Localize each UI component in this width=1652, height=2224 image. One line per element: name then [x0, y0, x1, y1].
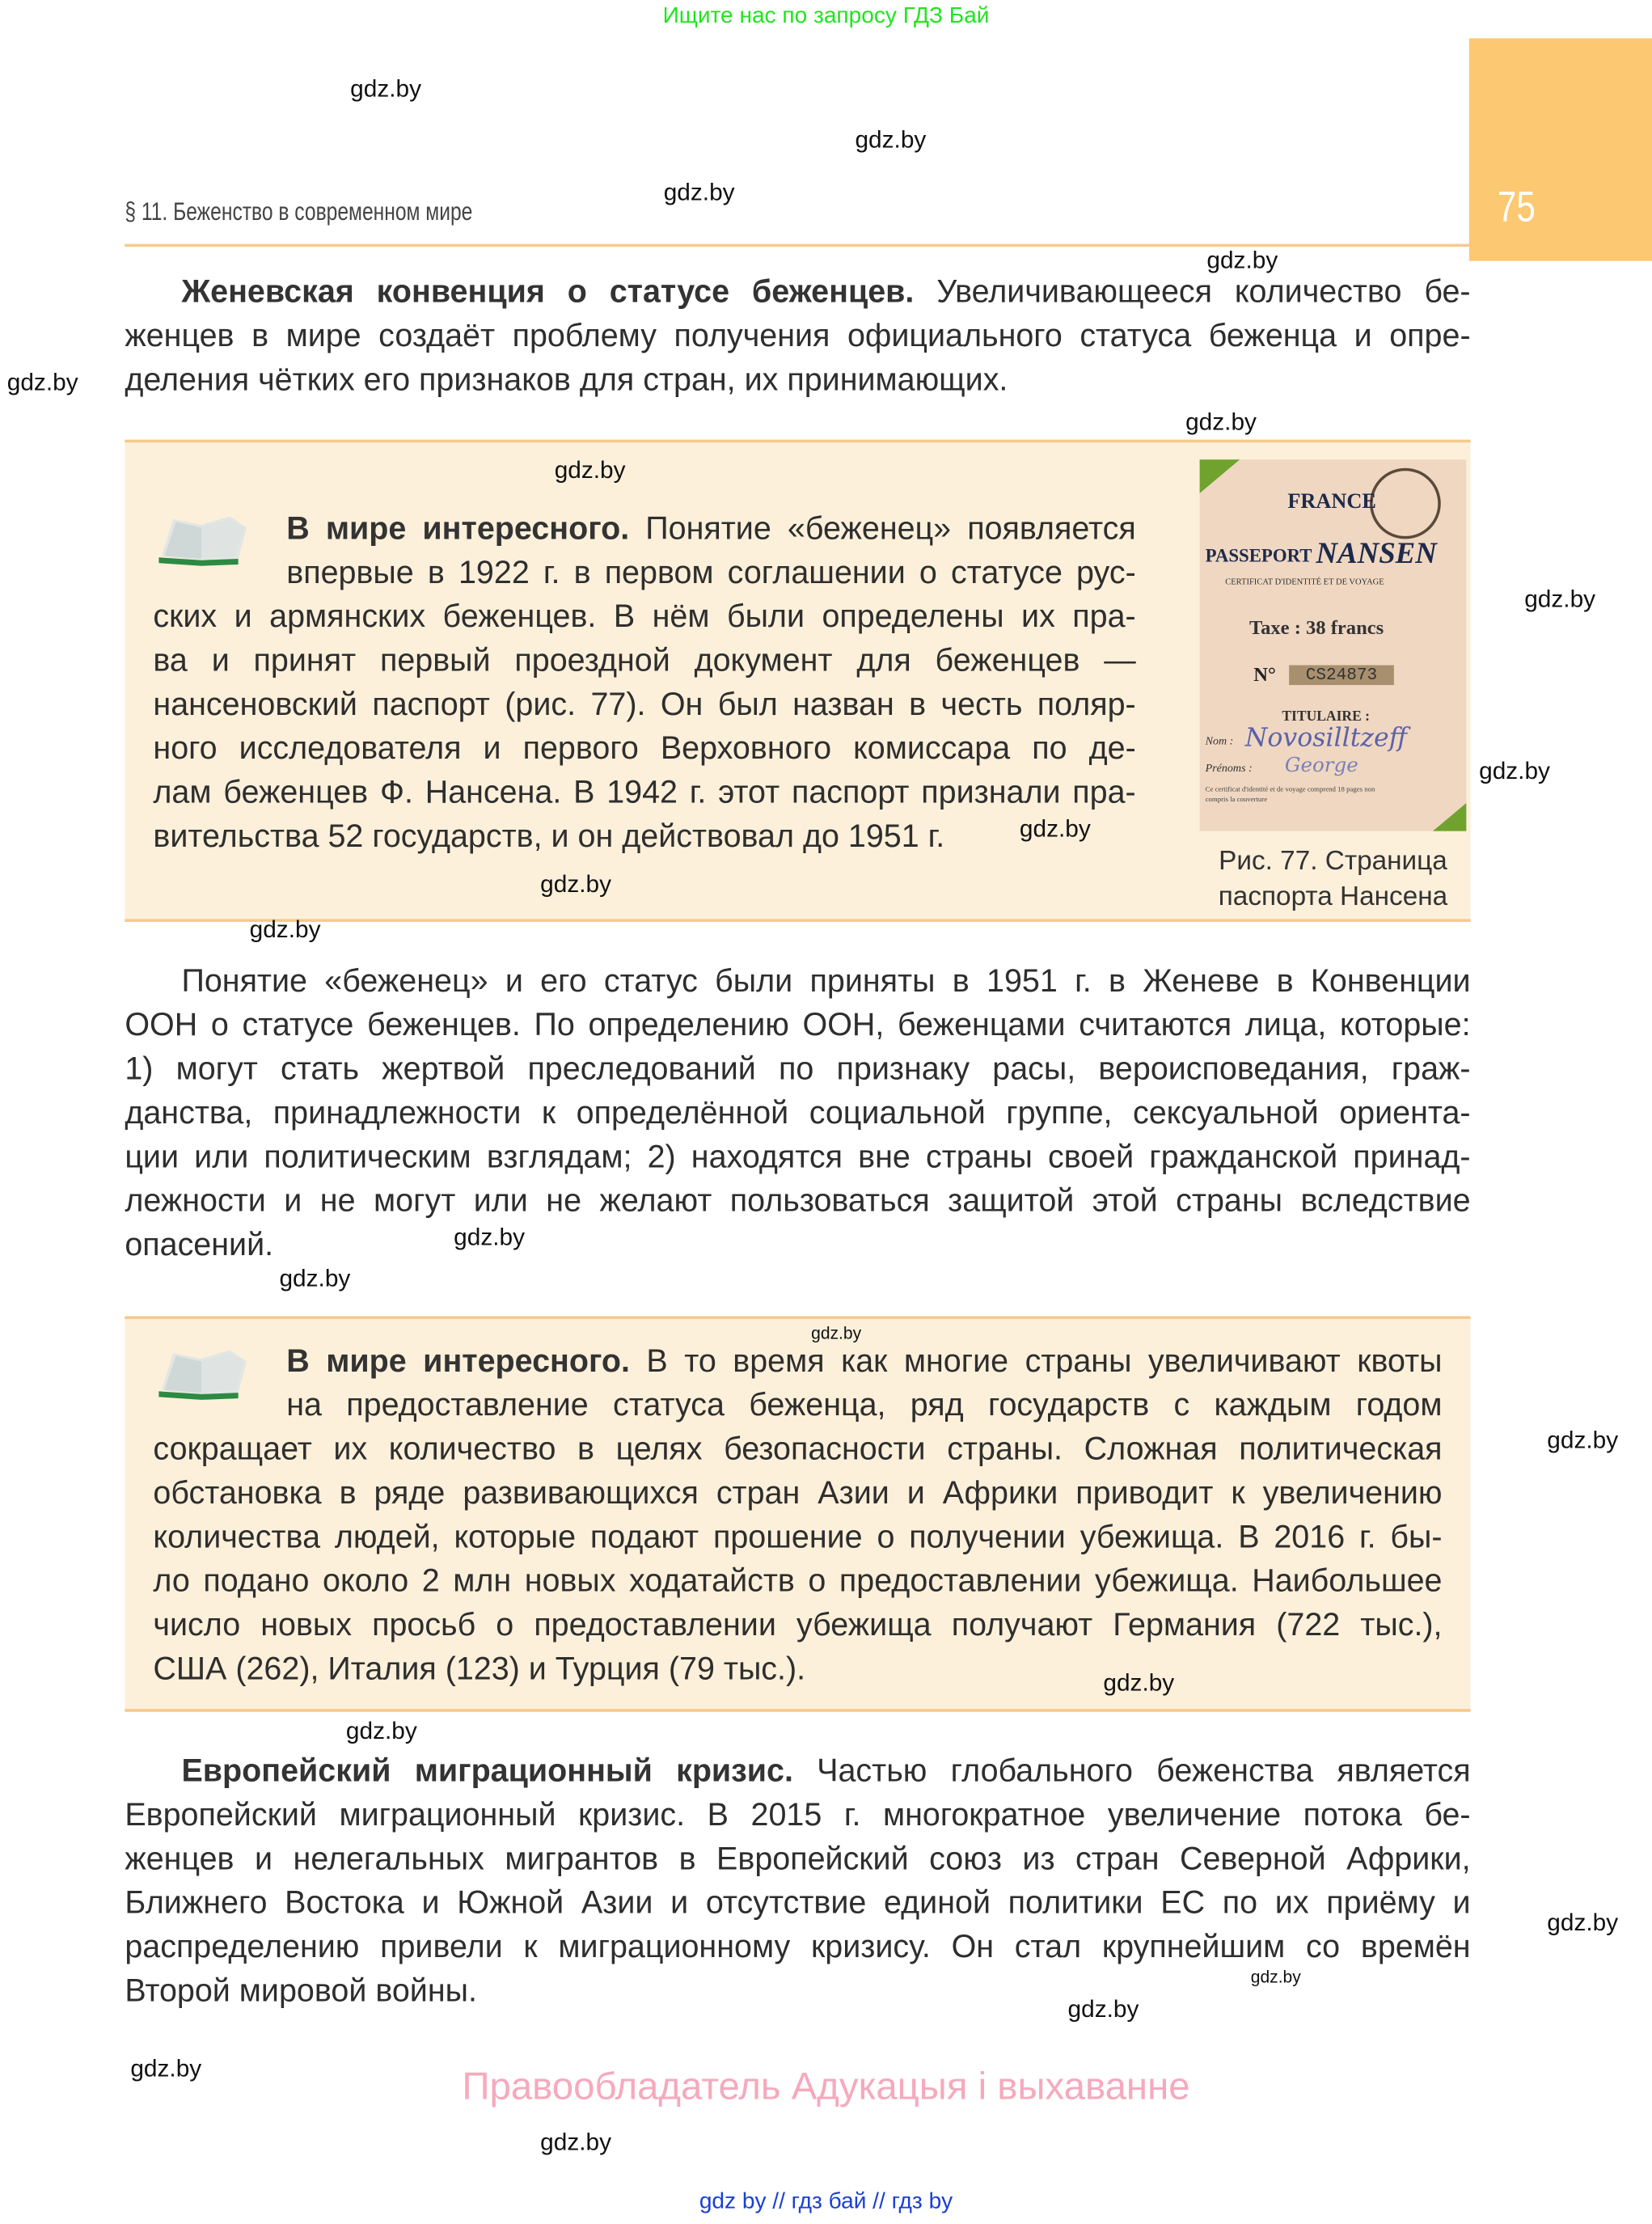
line-text: Частью глобального беженства является — [792, 1753, 1471, 1789]
line-text: ло подано около 2 млн новых ходатайств о предоставлении убежища. Наибольшее — [153, 1562, 1443, 1599]
text-line — [153, 814, 1135, 858]
lead-heading: В мире интересного. — [286, 510, 630, 547]
watermark-text: gdz.by — [855, 126, 927, 154]
watermark-text: gdz.by — [454, 1224, 526, 1251]
text-line — [153, 594, 1135, 638]
watermark-text: gdz.by — [1206, 247, 1278, 274]
line-text: Второй мировой войны. — [125, 1972, 477, 2009]
line-text: женцев и нелегальных мигрантов в Европейский союз из стран Северной Африки, — [125, 1841, 1471, 1877]
line-text: ции или политическим взглядам; 2) находятся вне страны своей гражданской принад- — [125, 1139, 1471, 1175]
lead-heading: Женевская конвенция о статусе беженцев. — [181, 273, 915, 310]
text-line — [153, 770, 1135, 814]
watermark-text: gdz.by — [811, 1323, 862, 1343]
text-line — [125, 1003, 1470, 1046]
line-text: данства, принадлежности к определённой социальной группе, сексуальной ориента- — [125, 1094, 1471, 1131]
line-text: Европейский миграционный кризис. В 2015 г. многократное увеличение потока бе- — [125, 1796, 1471, 1833]
text-line — [153, 1471, 1442, 1515]
line-text: Понятие «беженец» появляется — [629, 510, 1136, 547]
line-text: вительства 52 государств, и он действовал до 1951 г. — [153, 818, 945, 854]
watermark-text: gdz.by — [130, 2055, 202, 2082]
line-text: США (262), Италия (123) и Турция (79 тыс.). — [153, 1651, 806, 1687]
line-text: опасений. — [125, 1226, 274, 1262]
line-text: количества людей, которые подают прошение о получении убежища. В 2016 г. бы- — [153, 1519, 1443, 1555]
text-line — [181, 959, 1470, 1003]
lead-heading: Европейский миграционный кризис. — [181, 1753, 793, 1789]
watermark-text: gdz.by — [279, 1265, 351, 1292]
line-text: Понятие «беженец» и его статус были приняты в 1951 г. в Женеве в Конвенции — [181, 962, 1471, 999]
nansen-passport-image: FRANCE PASSEPORT NANSEN CERTIFICAT D'IDENTITÉ ET DE VOYAGE Taxe : 38 francs N° CS24873 TITULAIRE : Nom : Novosilltzeff Prénoms : George Ce certificat d'identité et de voyage comprend 18 pages non compris la couverture — [1200, 459, 1467, 831]
line-text: распределению привели к миграционному кризису. Он стал крупнейшим со времён — [125, 1929, 1471, 1964]
line-text: лам беженцев Ф. Нансена. В 1942 г. этот паспорт признали пра- — [153, 774, 1136, 810]
figure-caption — [1200, 844, 1467, 915]
watermark-text: gdz.by — [540, 2129, 612, 2156]
page-number: 75 — [1497, 184, 1536, 231]
lead-heading: В мире интересного. — [286, 1342, 630, 1379]
line-text: впервые в 1922 г. в первом соглашении о статусе рус- — [286, 554, 1136, 590]
watermark-text: gdz.by — [1547, 1427, 1619, 1454]
text-line — [125, 1135, 1470, 1178]
watermark-text: gdz.by — [1185, 408, 1257, 436]
watermark-text: gdz.by — [1019, 815, 1091, 843]
watermark-text: gdz.by — [1524, 586, 1596, 613]
copyright-owner: Правообладатель Адукацыя і выхаванне — [462, 2065, 1190, 2108]
line-text: обстановка в ряде развивающихся стран Азии и Африки приводит к увеличению — [153, 1474, 1443, 1511]
text-line — [125, 1925, 1470, 1968]
text-line — [286, 550, 1135, 594]
line-text: на предоставление статуса беженца, ряд государств с каждым годом — [286, 1387, 1443, 1423]
text-line — [181, 1748, 1470, 1792]
watermark-text: gdz.by — [6, 368, 78, 396]
text-line — [153, 1427, 1442, 1470]
watermark-text: gdz.by — [1103, 1669, 1175, 1697]
line-text: лежности и не могут или не желают пользоваться защитой этой страны вследствие — [125, 1182, 1471, 1219]
line-text: женцев в мире создаёт проблему получения официального статуса беженца и опре- — [125, 317, 1471, 353]
watermark-text: gdz.by — [540, 870, 612, 898]
line-text: ного исследователя и первого Верховного комиссара по де- — [153, 730, 1136, 766]
search-hint: Ищите нас по запросу ГДЗ Бай — [662, 4, 990, 29]
text-line — [153, 1647, 1442, 1690]
text-line — [153, 1603, 1442, 1647]
watermark-text: gdz.by — [1250, 1967, 1301, 1987]
watermark-text: gdz.by — [249, 915, 321, 944]
text-line — [125, 1880, 1470, 1924]
caption-line: паспорта Нансена — [1218, 882, 1448, 912]
text-line — [125, 1223, 1470, 1266]
line-text: ООН о статусе беженцев. По определению ООН, беженцами считаются лица, которые: — [125, 1007, 1471, 1042]
text-line — [153, 1515, 1442, 1558]
text-line — [125, 1837, 1470, 1880]
line-text: деления чётких его признаков для стран, их принимающих. — [125, 362, 1008, 398]
footer-links[interactable]: gdz by // гдз бай // гдз by — [699, 2189, 953, 2214]
watermark-text: gdz.by — [345, 1717, 417, 1745]
open-book-icon — [150, 1345, 252, 1402]
text-line — [286, 506, 1135, 550]
line-text: число новых просьб о предоставлении убежища получают Германия (722 тыс.), — [153, 1606, 1443, 1643]
line-text: ва и принят первый проездной документ для беженцев — — [153, 642, 1136, 679]
running-header: § 11. Беженство в современном мире — [125, 197, 473, 226]
open-book-icon — [150, 510, 252, 567]
text-line — [181, 269, 1470, 313]
page-number-tab — [1469, 38, 1652, 260]
text-line — [153, 1558, 1442, 1602]
text-line — [125, 357, 1470, 401]
text-line — [125, 1793, 1470, 1837]
line-text: сокращает их количество в целях безопасности страны. Сложная политическая — [153, 1431, 1443, 1467]
watermark-text: gdz.by — [1067, 1995, 1139, 2023]
line-text: 1) могут стать жертвой преследований по признаку расы, вероисповедания, граж- — [125, 1051, 1471, 1087]
text-line — [125, 1046, 1470, 1090]
watermark-text: gdz.by — [1479, 757, 1550, 784]
line-text: ских и армянских беженцев. В нём были определены их пра- — [153, 598, 1136, 634]
watermark-text: gdz.by — [350, 74, 422, 103]
text-line — [286, 1383, 1442, 1427]
watermark-text: gdz.by — [554, 456, 626, 484]
caption-line: Рис. 77. Страница — [1219, 846, 1447, 877]
text-line — [125, 1178, 1470, 1222]
text-line — [125, 314, 1470, 357]
line-text: Увеличивающееся количество бе- — [914, 273, 1471, 310]
watermark-text: gdz.by — [1547, 1909, 1619, 1936]
text-line — [153, 638, 1135, 682]
text-line — [153, 726, 1135, 770]
line-text: Ближнего Востока и Южной Азии и отсутствие единой политики ЕС по их приёму и — [125, 1884, 1471, 1921]
text-line — [153, 683, 1135, 726]
line-text: В то время как многие страны увеличивают квоты — [629, 1342, 1443, 1379]
line-text: нансеновский паспорт (рис. 77). Он был назван в честь поляр- — [153, 686, 1136, 722]
watermark-text: gdz.by — [663, 178, 735, 206]
text-line — [125, 1091, 1470, 1135]
text-line — [286, 1338, 1442, 1382]
